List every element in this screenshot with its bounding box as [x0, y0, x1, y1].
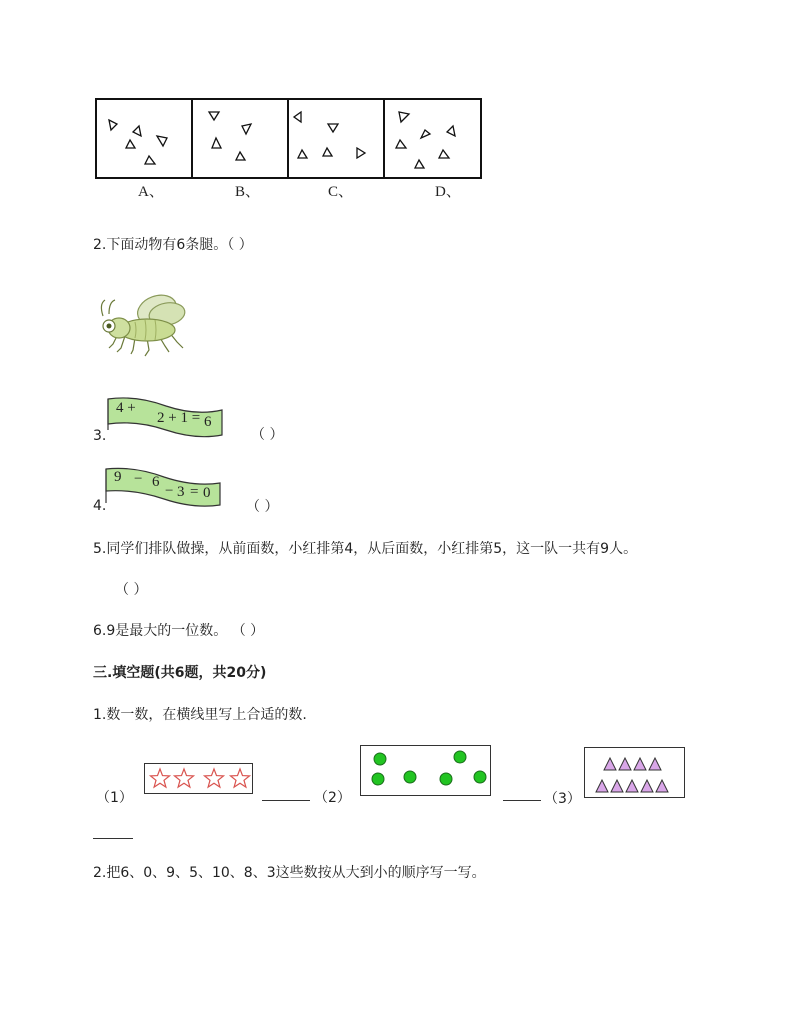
question-4-number: 4.	[93, 498, 107, 514]
triangle-shape	[298, 150, 307, 158]
triangle-shape	[145, 156, 155, 164]
fill-question-1-label-1: （1）	[96, 790, 133, 806]
banner-4-term-9: 9	[114, 469, 122, 485]
option-grid	[95, 98, 483, 180]
fill-question-1-text: 1.数一数，在横线里写上合适的数.	[93, 707, 307, 723]
banner-3-middle-terms: 2 + 1 =	[157, 410, 201, 426]
triangle-shape	[126, 140, 135, 148]
question-3-number: 3.	[93, 428, 107, 444]
question-2-text: 2.下面动物有6条腿。（ ）	[93, 237, 253, 253]
triangle-shape	[396, 140, 406, 148]
fill-question-1-label-2: （2）	[314, 790, 351, 806]
option-label-d: D、	[435, 184, 461, 200]
green-dot	[404, 771, 416, 783]
banner-4-minus-1: −	[134, 471, 143, 487]
triangle-shape	[421, 130, 430, 138]
triangle-shape	[236, 152, 245, 160]
triangle-shape	[399, 112, 409, 122]
triangle-shape	[447, 126, 455, 136]
banner-3-left-term: 4 +	[116, 400, 136, 416]
triangle-shape	[212, 138, 221, 148]
triangle-shape	[109, 120, 117, 130]
insect-figure	[95, 292, 187, 360]
stars-box	[144, 763, 254, 795]
banner-4-term-3: 3	[177, 484, 185, 500]
triangle-shape	[439, 150, 449, 158]
answer-blank-2[interactable]	[503, 800, 541, 801]
question-5-paren: （ ）	[115, 582, 148, 598]
option-label-b: B、	[235, 184, 261, 200]
banner-4-minus-2: −	[165, 483, 174, 499]
green-dot	[374, 753, 386, 765]
triangle-shape	[328, 124, 338, 132]
option-label-c: C、	[328, 184, 354, 200]
banner-4-term-6: 6	[152, 474, 160, 490]
option-label-a: A、	[138, 184, 164, 200]
fill-question-2-text: 2.把6、0、9、5、10、8、3这些数按从大到小的顺序写一写。	[93, 865, 486, 881]
green-dot	[440, 773, 452, 785]
triangle-shape	[357, 148, 365, 158]
question-5-text: 5.同学们排队做操，从前面数，小红排第4，从后面数，小红排第5，这一队一共有9人。	[93, 541, 638, 557]
option-grid-figure	[95, 98, 483, 180]
question-6-text: 6.9是最大的一位数。 （ ）	[93, 623, 265, 639]
section-3-title: 三.填空题(共6题，共20分)	[93, 665, 267, 681]
fill-question-1-label-3: （3）	[544, 791, 581, 807]
triangle-shape	[294, 112, 301, 122]
answer-blank-1[interactable]	[262, 800, 310, 801]
triangles-box	[584, 747, 686, 799]
green-dot	[372, 773, 384, 785]
stars-figure	[144, 763, 254, 795]
banner-4-result: 0	[203, 485, 211, 501]
triangle-shape	[133, 126, 141, 136]
green-dot	[474, 771, 486, 783]
triangle-shape	[209, 112, 219, 120]
triangles-figure	[584, 747, 686, 799]
triangle-shape	[323, 148, 332, 156]
dots-box	[360, 745, 492, 797]
question-4-paren: （ ）	[246, 499, 279, 515]
banner-3-result: 6	[204, 414, 212, 430]
green-dot	[454, 751, 466, 763]
dots-figure	[360, 745, 492, 797]
question-3-paren: （ ）	[251, 427, 284, 443]
insect-illustration	[95, 292, 187, 360]
triangle-shape	[415, 160, 424, 168]
triangle-shape	[157, 136, 167, 146]
triangle-shape	[242, 124, 251, 134]
banner-4-equals: =	[190, 484, 199, 500]
answer-blank-3[interactable]	[93, 838, 133, 839]
